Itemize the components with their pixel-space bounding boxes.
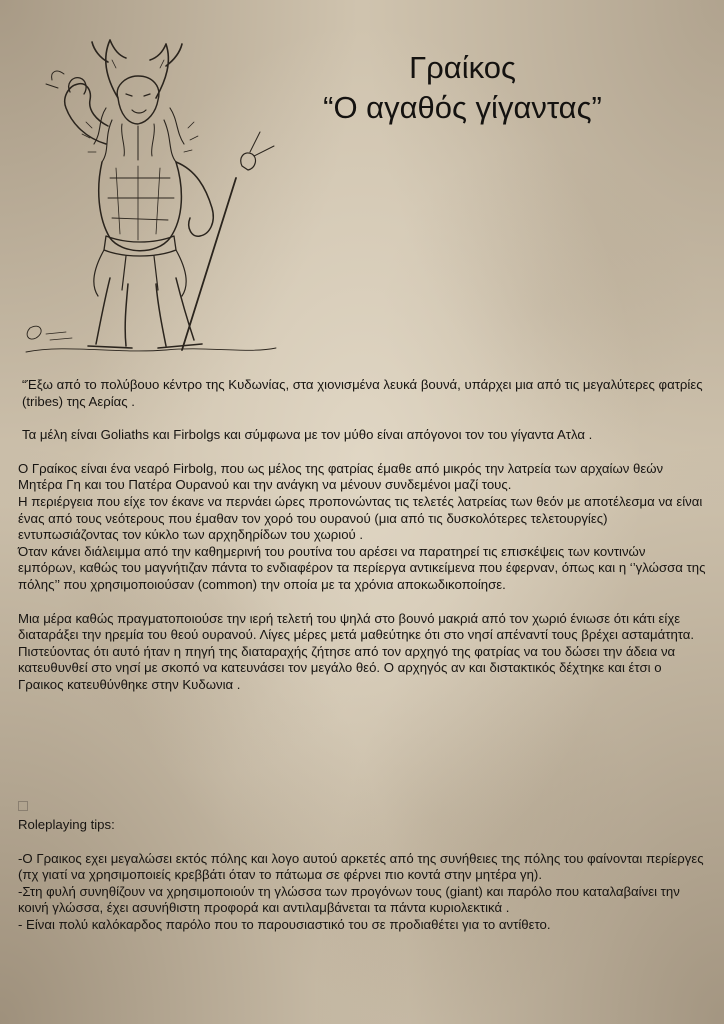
page-title	[290, 48, 635, 128]
empty-checkbox-icon	[18, 801, 28, 811]
body-text	[18, 377, 706, 694]
story-paragraph-2: Η περιέργεια που είχε τον έκανε να περνάει ώρες προπονώντας τις τελετές λατρείας των θεόν με αποτέλεσμα να είναι ένας από τους νεότερους που έμαθαν τον χορό του ουρανού (μια από τις δυσκολότερες τελετουργίες) εντυπωσιάζοντας τον κύκλο των αρχηδηρίδων του χωριού .	[18, 493, 703, 543]
roleplaying-tips	[18, 817, 706, 934]
giant-sketch-icon	[6, 28, 286, 358]
intro-paragraph-2: Τα μέλη είναι Goliaths και Firbolgs και σύμφωνα με τον μύθο είναι απόγονοι τον του γίγαντα Ατλα .	[22, 427, 593, 443]
title-line-subtitle: “Ο αγαθός γίγαντας”	[323, 90, 602, 125]
story-paragraph-1: Ο Γραίκος είναι ένα νεαρό Firbolg, που ως μέλος της φατρίας έμαθε από μικρός την λατρεία των αρχαίων θεών Μητέρα Γη και του Πατέρα Ουρανού και την ανάγκη να μένουν συνδεμένοι μαζί τους.	[18, 460, 664, 493]
tip-3: - Είναι πολύ καλόκαρδος παρόλο που το παρουσιαστικό του σε προδιαθέτει για το αντίθετο.	[18, 916, 551, 932]
tip-2: -Στη φυλή συνηθίζουν να χρησιμοποιούν τη γλώσσα των προγόνων τους (giant) και παρόλο που καταλαβαίνει την κοινή γλώσσα, έχει ασυνήθιστη προφορά και αντιλαμβάνεται τα πάντα κυριολεκτικά .	[18, 883, 680, 916]
tip-1: -Ο Γραικος εχει μεγαλώσει εκτός πόλης και λογο αυτού αρκετές από της συνήθειες της πόλης του φαίνονται περίεργες (πχ γιατί να χρησιμοποιείς κρεββάτι όταν το πάτωμα σε φέρνει πιο κοντά στην μητέρα γη).	[18, 850, 704, 883]
story-paragraph-3: Όταν κάνει διάλειμμα από την καθημερινή του ρουτίνα του αρέσει να παρατηρεί τις επισκέψεις των κοντινών εμπόρων, καθώς του μαγνήτιζαν πάντα το ενδιαφέρον τα περίεργα αντικείμενα που έφερναν, όπως και η ‘’γλώσσα της πόλης’’ που χρησιμοποιούσαν (common) την οποία με τα χρόνια αποκωδικοποίησε.	[18, 543, 706, 592]
title-line-name: Γραίκος	[409, 50, 516, 85]
story-paragraph-4: Μια μέρα καθώς πραγματοποιούσε την ιερή τελετή του ψηλά στο βουνό μακριά από τον χωριό ένιωσε ότι κάτι είχε διαταράξει την ηρεμία του θεού ουρανού. Λίγες μέρες μετά μαθεύτηκε ότι στο νησί απέναντί τους βρέχει ασταμάτητα. Πιστεύοντας ότι αυτό ήταν η πηγή της διαταραχής ζήτησε από τον αρχηγό της φατρίας να του δώσει την άδεια να κατευθυνθεί στο νησί με σκοπό να κατευνάσει τον μεγάλο θεό. Ο αρχηγός αν και διστακτικός δέχτηκε και έτσι ο Γραικος κατευθύνθηκε στην Κυδωνια .	[18, 610, 695, 692]
tips-heading: Roleplaying tips:	[18, 817, 115, 832]
intro-paragraph-1: “Έξω από το πολύβουο κέντρο της Κυδωνίας, στα χιονισμένα λευκά βουνά, υπάρχει μια από τις μεγαλύτερες φατρίες (tribes) της Αερίας .	[22, 377, 703, 409]
